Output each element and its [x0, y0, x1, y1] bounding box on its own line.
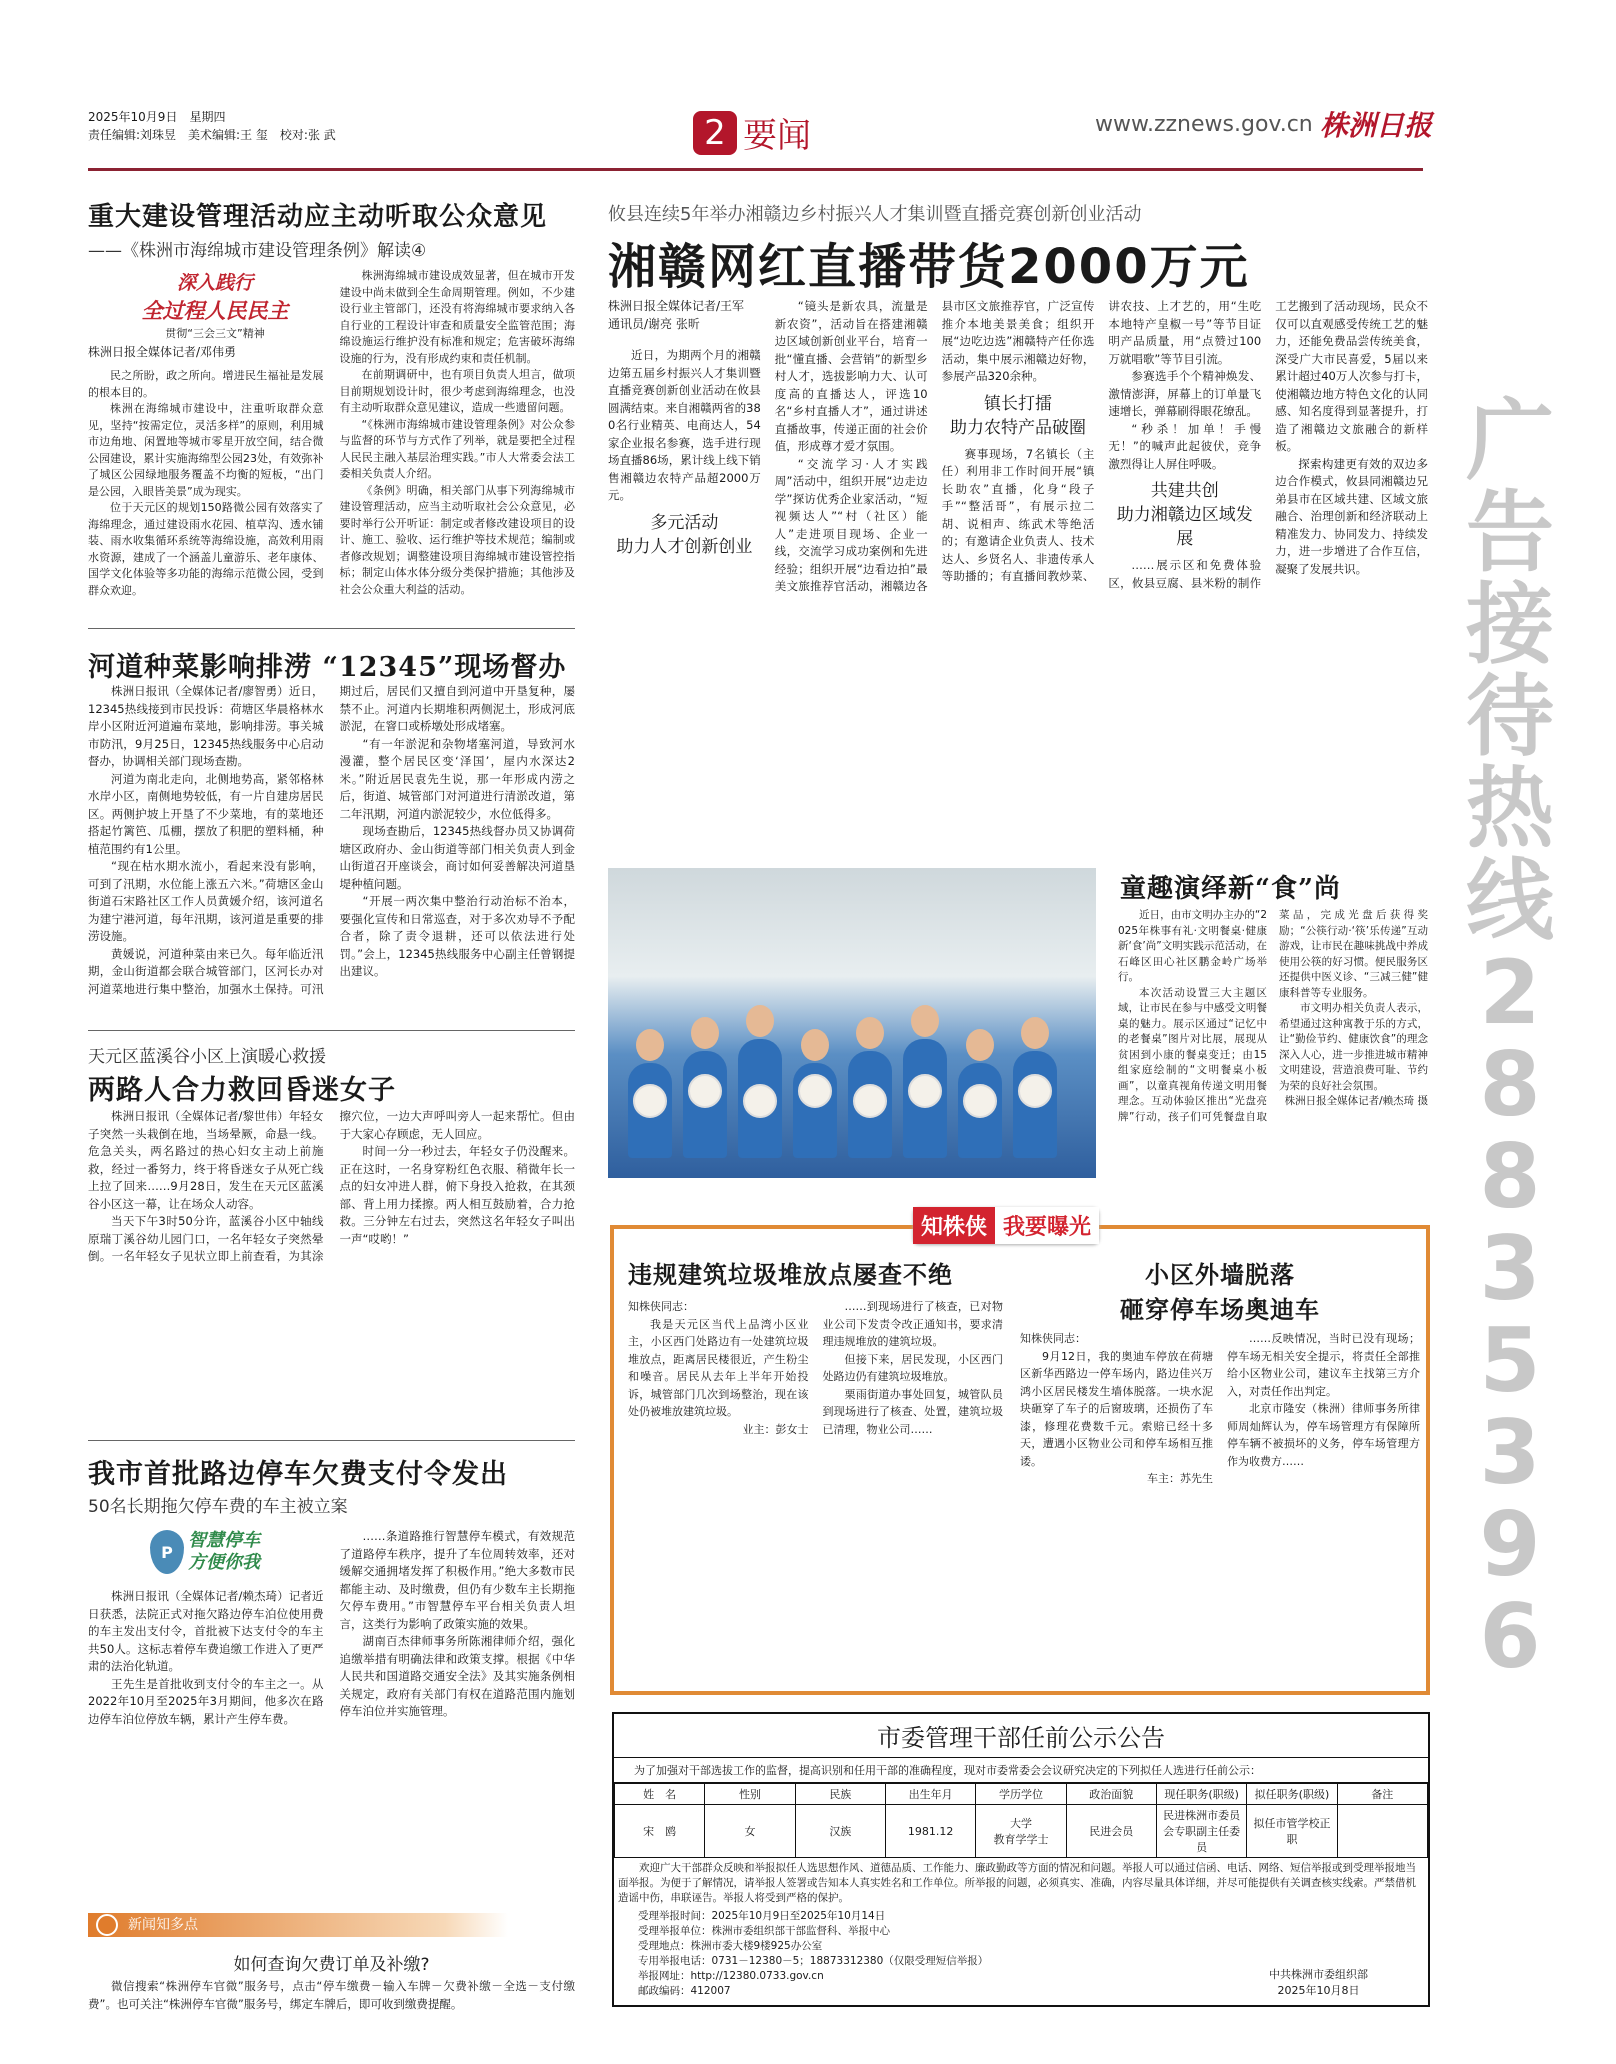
- paragraph: 栗雨街道办事处回复，城管队员到现场进行了核查、处置，建筑垃圾已清理，物业公司……: [822, 1387, 1003, 1436]
- paragraph: “镜头是新农具，流量是新农资”，活动旨在搭建湘赣边区域创新创业平台，培育一批“懂直播、会营销”的新型乡村人才，选拔影响力大、认可度高的直播达人，评选10名“乡村直播人才”，通过讲述直播故事，传递正面的社会价值，形成尊才爱才氛围。: [774, 299, 928, 453]
- table-header: 学历学位: [976, 1784, 1066, 1805]
- reader-letter: 9月12日，我的奥迪车停放在荷塘区新华西路边一停车场内，路边佳兴万鸿小区居民楼发生墙体脱落。一块水泥块砸穿了车子的后窗玻璃，还损伤了车漆，修理花费数千元。索赔已经十多天，遭遇小区物业公司和停车场相互推诿。: [1020, 1349, 1213, 1468]
- notice-title: 市委管理干部任前公示公告: [614, 1714, 1428, 1758]
- notice-line: 受理举报单位：株洲市委组织部干部监督科、举报中心: [638, 1925, 890, 1937]
- paragraph: 探索构建更有效的双边多边合作模式，攸县同湘赣边兄弟县市在区域共建、区域文旅融合、治理创新和经济联动上精准发力、协同发力、持续发力，进一步增进了合作互信，凝聚了发展共识。: [1275, 456, 1428, 576]
- page-number: 2: [693, 111, 737, 155]
- paragraph: 市文明办相关负责人表示，希望通过这种寓教于乐的方式，让“勤俭节约、健康饮食”的理念深入人心，进一步推进城市精神文明建设，营造浪费可耻、节约为荣的良好社会氛围。: [1279, 1002, 1428, 1092]
- table-cell: [1337, 1805, 1427, 1858]
- a1-headline: 重大建设管理活动应主动听取公众意见: [88, 202, 548, 232]
- a3-body: [88, 1108, 575, 1266]
- plate: [963, 1084, 997, 1118]
- paragraph: 北京市隆安（株洲）律师事务所律师周灿辉认为，停车场管理方有保障所停车辆不被损坏的义务，停车场管理方作为收费方……: [1227, 1402, 1420, 1468]
- notice-org: 中共株洲市委组织部: [1269, 1968, 1368, 1981]
- paragraph: 株洲日报讯（全媒体记者/赖杰琦）记者近日获悉，法院正式对拖欠路边停车泊位使用费的车主发出支付令，首批被下达支付令的车主共50人。这标志着停车费追缴工作进入了更严肃的法治化轨道。: [88, 1589, 324, 1673]
- notice-date: 2025年10月8日: [1277, 1984, 1360, 1997]
- paragraph: 民之所盼，政之所向。增进民生福祉是发展的根本目的。: [88, 369, 324, 399]
- photo-credit: 株洲日报全媒体记者/赖杰琦 摄: [1284, 1095, 1428, 1107]
- editors: 责任编辑:刘珠昱 美术编辑:王 玺 校对:张 武: [88, 128, 336, 142]
- newspaper-logo: 株洲日报: [1320, 109, 1433, 142]
- main-headline: 湘赣网红直播带货2000万元: [608, 239, 1250, 295]
- main-byline: 株洲日报全媒体记者/王军: [608, 299, 745, 313]
- divider: [88, 1030, 575, 1031]
- notice-line: 举报网址：http://12380.0733.gov.cn: [638, 1970, 824, 1982]
- plate: [908, 1074, 942, 1108]
- table-cell: 汉族: [795, 1805, 885, 1858]
- paragraph: “有一年淤泥和杂物堵塞河道，导致河水漫灌，整个居民区变‘泽国’，屋内水深达2米。”附近居民袁先生说，那一年形成内涝之后，街道、城管部门对河道进行清淤改道，第二年汛期，河道内淤泥较少，水位低得多。: [339, 736, 575, 821]
- header-rule: [88, 168, 1423, 171]
- paragraph: 本次活动设置三大主题区域，让市民在参与中感受文明餐桌的魅力。展示区通过“记忆中的老餐桌”图片对比展，展现从贫困到小康的餐桌变迁；由15组家庭绘制的“文明餐桌小板画”，以童真视角传递文明用餐理念。互动体验区推出“光盘亮牌”行动，孩子们可凭餐盘自取菜品，完成光盘后获得奖励；“公筷行动·‘筷’乐传递”互动游戏，让市民在趣味挑战中养成使用公筷的好习惯。便民服务区还提供中医义诊、“三减三健”健康科普等专业服务。: [1118, 909, 1428, 1123]
- paragraph: 株洲日报讯（全媒体记者/黎世伟）年轻女子突然一头栽倒在地，当场晕厥，命悬一线。危急关头，两名路过的热心妇女主动上前施救，经过一番努力，终于将昏迷女子从死亡线上拉了回来……9月28日，发生在天元区蓝溪谷小区这一幕，让在场众人动容。: [88, 1109, 324, 1211]
- table-header: 政治面貌: [1066, 1784, 1156, 1805]
- paragraph: “《株洲市海绵城市建设管理条例》对公众参与监督的环节与方式作了列举，就是要把全过程人民民主融入基层治理实践。”市人大常委会法工委相关负责人介绍。: [339, 417, 575, 480]
- plate: [798, 1074, 832, 1108]
- paragraph: 当天下午3时50分许，蓝溪谷小区中轴线原瑞丁溪谷幼儿园门口，一名年轻女子突然晕倒。一名年轻女子见状立即上前查看，为其涂擦穴位，一边大声呼叫旁人一起来帮忙。但由于大家心存顾虑，无人回应。: [88, 1109, 575, 1263]
- a1-subtitle: ——《株洲市海绵城市建设管理条例》解读④: [88, 241, 427, 261]
- greeting: 知株侠同志：: [628, 1300, 694, 1313]
- notice-intro: 为了加强对干部选拔工作的监督，提高识别和任用干部的准确程度，现对市委常委会会议研究决定的下列拟任人选进行任前公示：: [614, 1758, 1428, 1783]
- table-header: 拟任职务(职级): [1247, 1784, 1337, 1805]
- table-cell: 民进株洲市委员会专职副主任委员: [1156, 1805, 1246, 1858]
- plate: [1018, 1074, 1052, 1108]
- cadre-notice: [612, 1712, 1430, 2007]
- badge-line3: 贯彻“三会三文”精神: [165, 327, 265, 340]
- notice-line: 受理地点：株洲市委大楼9楼925办公室: [638, 1940, 823, 1952]
- main-kicker: 攸县连续5年举办湘赣边乡村振兴人才集训暨直播竞赛创新创业活动: [608, 204, 1142, 225]
- parking-pin-icon: P: [150, 1530, 184, 1574]
- main-body: [608, 298, 1428, 596]
- main-subhead: 镇长打擂 助力农特产品破圈: [949, 393, 1086, 438]
- logo-line2: 方便你我: [188, 1552, 260, 1573]
- paragraph: 湖南百杰律师事务所陈湘律师介绍，强化追缴举措有明确法律和政策支撑。根据《中华人民共和国道路交通安全法》及其实施条例相关规定，政府有关部门有权在道路范围内施划停车泊位并实施管理。: [339, 1634, 575, 1718]
- plate: [743, 1084, 777, 1118]
- table-header: 民族: [795, 1784, 885, 1805]
- a3-headline: 两路人合力救回昏迷女子: [88, 1075, 396, 1106]
- paragraph: 株洲在海绵城市建设中，注重听取群众意见，坚持“按需定位，灵活多样”的原则，利用城市边角地、闲置地等城市零星开放空间，结合微公园建设，累计实施海绵型公园23处，有效弥补了城区公园绿地服务覆盖不均衡的短板，“出门是公园，入眼皆美景”成为现实。: [88, 402, 324, 498]
- paragraph: “现在枯水期水流小，看起来没有影响，可到了汛期，水位能上涨五六米。”荷塘区金山街道石宋路社区工作人员黄媛介绍，该河道名为建宁港河道，每年汛期，该河道是重要的排涝设施。: [88, 859, 324, 943]
- notice-line: 专用举报电话：0731－12380－5；18873312380（仅限受理短信举报）: [638, 1955, 989, 1967]
- a4-subtitle: 50名长期拖欠停车费的车主被立案: [88, 1497, 348, 1517]
- paragraph: 河道为南北走向，北侧地势高，紧邻格林水岸小区，南侧地势较低，有一片自建房居民区。两侧护坡上开垦了不少菜地，有的菜地还搭起竹篱笆、瓜棚，摆放了积肥的塑料桶，种植范围约有1公里。: [88, 771, 324, 856]
- paragraph: 近日，为期两个月的湘赣边第五届乡村振兴人才集训暨直播竞赛创新创业活动在攸县圆满结束。来自湘赣两省的380名行业精英、电商达人，54家企业报名参赛，选手进行现场直播86场，累计线上线下销售湘赣边农特产品超2000万元。: [608, 348, 761, 502]
- a4-headline: 我市首批路边停车欠费支付令发出: [88, 1459, 508, 1490]
- section-name: 要闻: [743, 116, 811, 156]
- paragraph: ……展示区和免费体验区，攸县豆腐、县米粉的制作工艺搬到了活动现场，民众不仅可以直观感受传统工艺的魅力，还能免费品尝传统美食，深受广大市民喜爱，5届以来累计超过40万人次参与打卡，使湘赣边地方特色文化的认同感、知名度得到显著提升，打造了湘赣边文旅融合的新样板。: [1108, 299, 1428, 590]
- main-byline2: 通讯员/谢亮 张昕: [608, 316, 700, 331]
- tag-expose: 我要曝光: [995, 1207, 1099, 1244]
- reader-letter: 我是天元区当代上品湾小区业主，小区西门处路边有一处建筑垃圾堆放点，距离居民楼很近，产生粉尘和噪音。居民从去年上半年开始投诉，城管部门几次到场整治，现在该处仍被堆放建筑垃圾。: [628, 1317, 809, 1418]
- ad-hotline: 广告接待热线28835396: [1465, 389, 1554, 1688]
- photo-story-headline: 童趣演绎新“食”尚: [1120, 874, 1341, 904]
- paragraph: 王先生是首批收到支付令的车主之一。从2022年10月至2025年3月期间，他多次在路边停车泊位停放车辆，累计产生停车费。: [88, 1676, 324, 1726]
- paragraph: 现场查勘后，12345热线督办员又协调荷塘区政府办、金山街道等部门相关负责人到金山街道召开座谈会，商讨如何妥善解决河道垦堤种植问题。: [339, 824, 575, 891]
- paragraph: 赛事现场，7名镇长（主任）利用非工作时间开展“镇长助农”直播，化身“段子手”“整活哥”，有展示拉二胡、说相声、练武术等绝活的；有邀请企业负责人、技术达人、乡贤名人、非遗传承人等助播的；有直播间教炒菜、讲农技、上才艺的，用“生吃本地特产皇椒一号”等节目证明产品质量，用“点赞过100万就唱歌”等节目引流。: [941, 299, 1262, 583]
- issue-meta: [88, 108, 336, 144]
- divider: [88, 628, 575, 629]
- expose-tag: [913, 1207, 1099, 1244]
- paragraph: 近日，由市文明办主办的“2025年株事有礼·文明餐桌·健康新‘食’尚”文明实践示范活动，在石峰区田心社区鹏金岭广场举行。: [1118, 909, 1267, 983]
- table-header: 现任职务(职级): [1156, 1784, 1246, 1805]
- table-cell: 1981.12: [885, 1805, 975, 1858]
- a4-body: [88, 1528, 575, 1728]
- page-section: [693, 108, 811, 157]
- paragraph: “开展一两次集中整治行动治标不治本，要强化宣传和日常巡查，对于多次劝导不予配合者，除了责令退耕，还可以依法进行处罚。”会上，12345热线服务中心副主任曾钢提出建议。: [339, 894, 575, 978]
- table-header: 备注: [1337, 1784, 1427, 1805]
- paragraph: 位于天元区的规划150路微公园有效落实了海绵理念，通过建设雨水花园、植草沟、透水铺装、雨水收集循环系统等海绵设施，高效利用雨水资源，建成了一个涵盖儿童游乐、老年康体、国学文化体验等多功能的海绵示范微公园，受到群众欢迎。: [88, 501, 324, 597]
- news-tip-text: 微信搜索“株洲停车官微”服务号，点击“停车缴费－输入车牌－欠费补缴－全选－支付缴费”。也可关注“株洲停车官微”服务号，绑定车牌后，即可收到缴费提醒。: [88, 1979, 575, 2011]
- table-cell: 宋 鸥: [615, 1805, 705, 1858]
- news-tip-title: 如何查询欠费订单及补缴?: [233, 1955, 430, 1975]
- table-cell: 民进会员: [1066, 1805, 1156, 1858]
- letter-signature: 车主：苏先生: [1147, 1472, 1213, 1485]
- table-header: 姓 名: [615, 1784, 705, 1805]
- plate: [853, 1084, 887, 1118]
- paragraph: “交流学习·人才实践周”活动中，组织开展“边走边学”探访优秀企业家活动，“短视频达人”“村（社区）能人”走进项目现场、企业一线，交流学习成功案例和先进经验；组织开展“边看边拍”最美文旅推荐官活动，湘赣边各县市区文旅推荐官，广泛宣传推介本地美景美食；组织开展“边吃边选”湘赣特产任你选活动，集中展示湘赣边好物，参展产品320余种。: [774, 299, 1095, 593]
- paragraph: 株洲海绵城市建设成效显著，但在城市开发建设中尚未做到全生命周期管理。例如，不少建设行业主管部门，还没有将海绵城市要求纳入各自行业的工程设计审查和质量安全监管范围；海绵设施运行维护没有标准和规定；危害破坏海绵设施的行为，没有形成约束和责任机制。: [339, 269, 575, 365]
- dot-icon: [96, 1914, 118, 1936]
- greeting: 知株侠同志：: [1020, 1332, 1086, 1345]
- notice-line: 邮政编码：412007: [638, 1985, 731, 1997]
- logo-line1: 智慧停车: [188, 1530, 260, 1551]
- tag-zhizhuxia: 知株侠: [913, 1207, 995, 1244]
- paragraph: “秒杀！加单！手慢无！”的喊声此起彼伏，竞争激烈得让人屏住呼吸。: [1108, 421, 1262, 471]
- news-tip-label: 新闻知多点: [88, 1913, 508, 1937]
- a2-headline: 河道种菜影响排涝 “12345”现场督办: [88, 652, 567, 683]
- notice-line: 受理举报时间：2025年10月9日至2025年10月14日: [638, 1910, 886, 1922]
- paragraph: ……条道路推行智慧停车模式，有效规范了道路停车秩序，提升了车位周转效率，还对缓解交通拥堵发挥了积极作用。”绝大多数市民都能主动、及时缴费，但仍有少数车主长期拖欠停车费用。”市智慧停车平台相关负责人坦言，这类行为影响了政策实施的效果。: [339, 1529, 575, 1631]
- expose-right-headline: 小区外墙脱落 砸穿停车场奥迪车: [1120, 1260, 1320, 1324]
- table-cell: 大学 教育学学士: [976, 1805, 1066, 1858]
- paragraph: 在前期调研中，也有项目负责人坦言，做项目前期规划设计时，很少考虑到海绵理念，也没有主动听取群众意见建议，造成一些遗留问题。: [339, 368, 575, 414]
- main-subhead: 共建共创 助力湘赣边区域发展: [1116, 481, 1253, 549]
- paragraph: 《条例》明确，相关部门从事下列海绵城市建设管理活动，应当主动听取社会公众意见，必要时举行公开听证：制定或者修改建设项目的设计、施工、验收、运行维护等技术规范；编制或者修改规划；调整建设项目海绵城市建设管控指标；制定山体水体分级分类保护措施；其他涉及社会公众重大利益的活动。: [339, 483, 575, 596]
- paragraph: 株洲日报讯（全媒体记者/廖智勇）近日，12345热线接到市民投诉：荷塘区华晨格林水岸小区附近河道遍布菜地，影响排涝。事关城市防汛，9月25日，12345热线服务中心启动督办，协调相关部门现场查勘。: [88, 684, 324, 768]
- notice-body: 欢迎广大干部群众反映和举报拟任人选思想作风、道德品质、工作能力、廉政勤政等方面的情况和问题。举报人可以通过信函、电话、网络、短信举报或到受理举报地当面举报。为便于了解情况，请举报人签署或告知本人真实姓名和工作单位。所举报的问题，必须真实、准确，内容尽量具体详细，并尽可能提供有关调查核实线索。严禁借机造谣中伤，串联诬告。举报人将受到严格的保护。: [618, 1862, 1416, 1904]
- paragraph: ……到现场进行了核查，已对物业公司下发责令改正通知书，要求清理违规堆放的建筑垃圾。: [822, 1300, 1003, 1348]
- paragraph: 但接下来，居民发现，小区西门处路边仍有建筑垃圾堆放。: [822, 1352, 1003, 1383]
- table-header: 出生年月: [885, 1784, 975, 1805]
- expose-left-headline: 违规建筑垃圾堆放点屡查不绝: [628, 1260, 953, 1289]
- table-cell: 拟任市管学校正职: [1247, 1805, 1337, 1858]
- paragraph: 时间一分一秒过去，年轻女子仍没醒来。正在这时，一名身穿粉红色衣服、稍微年长一点的妇女冲进人群，俯下身投入抢救，在其颈部、背上用力揉擦。两人相互鼓励着，合力抢救。三分钟左右过去，突然这名年轻女子叫出一声“哎哟！”: [339, 1144, 575, 1246]
- badge-line2: 全过程人民民主: [141, 299, 289, 323]
- table-header: 性别: [705, 1784, 795, 1805]
- paragraph: 黄媛说，河道种菜由来已久。每年临近汛期，金山街道都会联合城管部门，区河长办对河道菜地进行集中整治，加强水土保持。可汛期过后，居民们又擅自到河道中开垦复种，屡禁不止。河道内长期堆积两侧泥土，形成河底淤泥，在窨口或桥墩处形成堵塞。: [88, 684, 575, 996]
- expose-left-body: [628, 1298, 1003, 1438]
- photo-story-body: [1118, 908, 1428, 1125]
- a2-body: [88, 683, 575, 998]
- badge-line1: 深入践行: [176, 272, 253, 294]
- news-tip-body: [88, 1978, 575, 2013]
- main-subhead: 多元活动 助力人才创新创业: [616, 512, 753, 557]
- expose-right-body: [1020, 1330, 1420, 1488]
- a1-body: [88, 268, 575, 599]
- table-cell: 女: [705, 1805, 795, 1858]
- candidate-table: [614, 1783, 1428, 1858]
- plate: [633, 1084, 667, 1118]
- event-photo: [608, 868, 1096, 1178]
- a1-byline: 株洲日报全媒体记者/邓伟勇: [88, 345, 237, 359]
- paragraph: ……反映情况，当时已没有现场；停车场无相关安全提示，将责任全部推给小区物业公司，建议车主找第三方介入，对责任作出判定。: [1227, 1332, 1420, 1398]
- plate: [688, 1074, 722, 1108]
- divider: [88, 1440, 575, 1441]
- site-url[interactable]: www.zznews.gov.cn: [1095, 112, 1313, 137]
- paragraph: 参赛选手个个精神焕发、激情澎湃，屏幕上的订单量飞速增长，弹幕刷得眼花缭乱。: [1108, 369, 1262, 418]
- a3-kicker: 天元区蓝溪谷小区上演暖心救援: [88, 1047, 326, 1067]
- letter-signature: 业主：彭女士: [742, 1422, 809, 1436]
- issue-date: 2025年10月9日 星期四: [88, 110, 226, 124]
